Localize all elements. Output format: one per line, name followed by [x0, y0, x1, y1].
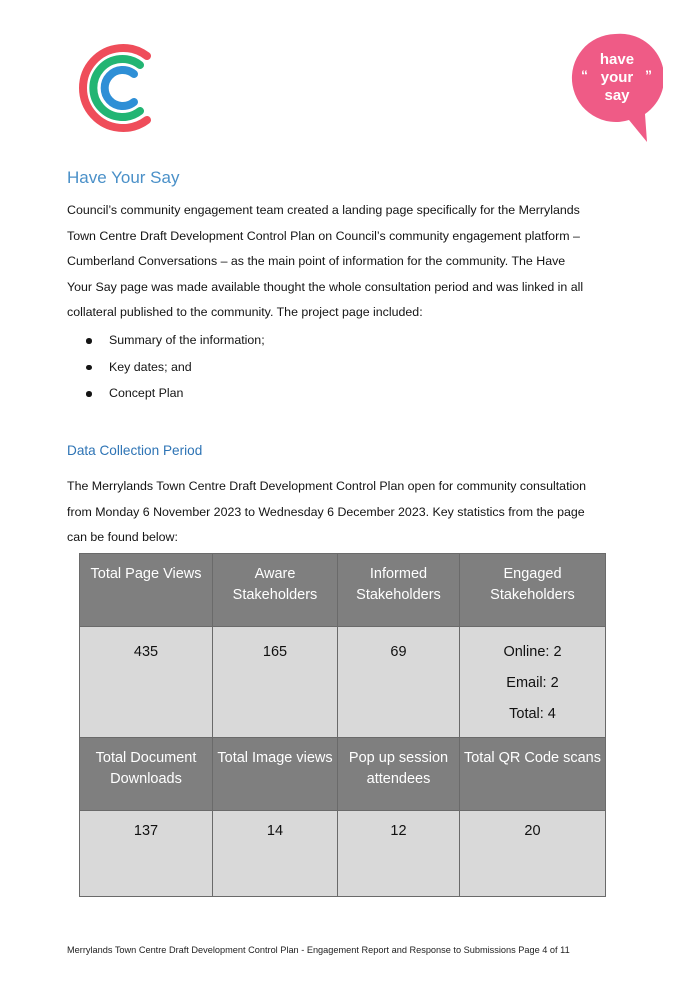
list-item: Summary of the information; [84, 327, 265, 354]
logo-text-have: have [599, 51, 635, 68]
value-cell: 165 [213, 627, 338, 738]
paragraph-line: can be found below: [67, 530, 178, 545]
intro-line: Council’s community engagement team created a landing page specifically for the Merrylands [67, 203, 580, 217]
project-page-list [84, 327, 265, 407]
value-cell: 69 [338, 627, 460, 738]
close-quote-icon: ” [645, 67, 652, 83]
intro-paragraph [67, 198, 627, 326]
page-footer: Merrylands Town Centre Draft Development Control Plan - Engagement Report and Response to Submissions Page 4 of 11 [67, 945, 570, 955]
intro-line: Cumberland Conversations – as the main point of information for the community. The Have [67, 254, 566, 269]
header-cell: Informed Stakeholders [338, 554, 460, 627]
value-cell: 14 [213, 811, 338, 897]
logo-text-say: say [604, 87, 630, 104]
header-cell: Pop up session attendees [338, 738, 460, 811]
header-cell: Total QR Code scans [460, 738, 606, 811]
statistics-table [79, 553, 606, 897]
list-item: Concept Plan [84, 380, 265, 407]
logo-text-your: your [600, 69, 634, 86]
data-collection-paragraph [67, 474, 627, 551]
value-cell: 12 [338, 811, 460, 897]
value-cell: 20 [460, 811, 606, 897]
table-header-row [80, 554, 606, 627]
paragraph-line: from Monday 6 November 2023 to Wednesday 6 December 2023. Key statistics from the page [67, 504, 585, 519]
table-row [80, 627, 606, 738]
value-cell: 137 [80, 811, 213, 897]
paragraph-line: The Merrylands Town Centre Draft Development Control Plan open for community consultation [67, 479, 587, 493]
value-cell: 435 [80, 627, 213, 738]
section-title: Have Your Say [67, 168, 180, 187]
open-quote-icon: “ [581, 67, 588, 83]
header-cell: Aware Stakeholders [213, 554, 338, 627]
intro-line: Town Centre Draft Development Control Plan on Council’s community engagement platform – [67, 228, 580, 243]
header-cell: Engaged Stakeholders [460, 554, 606, 627]
header-cell: Total Image views [213, 738, 338, 811]
table-row [80, 811, 606, 897]
have-your-say-logo [567, 30, 663, 148]
subsection-title: Data Collection Period [67, 443, 203, 458]
cumberland-c-logo [70, 38, 160, 138]
intro-line: collateral published to the community. The project page included: [67, 305, 423, 320]
list-item: Key dates; and [84, 354, 265, 381]
header-cell: Total Page Views [80, 554, 213, 627]
intro-line: Your Say page was made available thought the whole consultation period and was linked in all [67, 279, 584, 294]
value-cell: Online: 2 Email: 2 Total: 4 [460, 627, 606, 738]
table-header-row [80, 738, 606, 811]
header-cell: Total Document Downloads [80, 738, 213, 811]
